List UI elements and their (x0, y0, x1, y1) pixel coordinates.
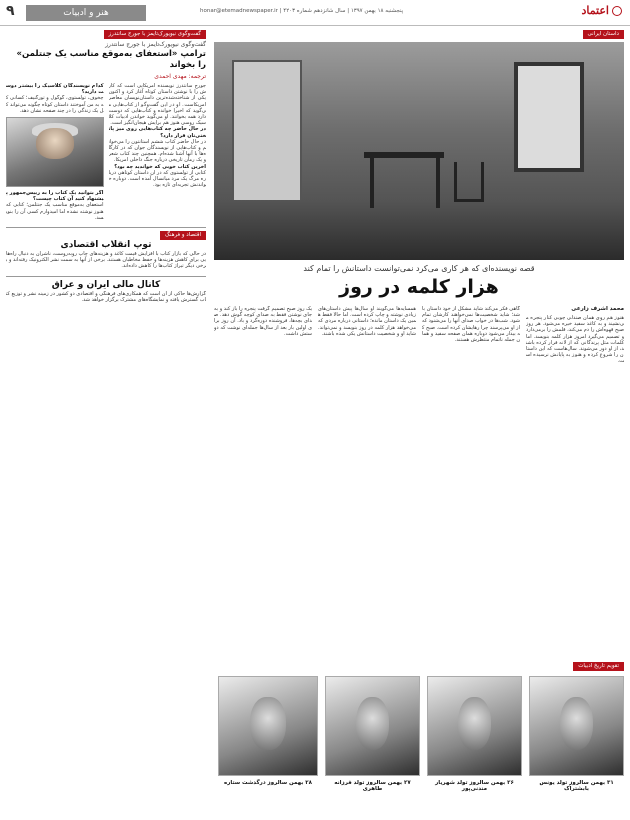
interview-question: آخرین کتاب خوبی که خواندید چه بود؟ (114, 163, 206, 170)
calendar-item (529, 664, 624, 814)
left-column (6, 30, 206, 820)
translator: ترجمه: مهدی احمدی (154, 73, 206, 80)
newspaper-logo: اعتماد (581, 4, 622, 17)
author-portrait (6, 117, 104, 187)
interview-question: اگر بتوانید یک کتاب را به رییس‌جمهور پیشنهاد کنید آن کتاب چیست؟ (6, 190, 104, 203)
interview-answer: استعفای به‌موقع مناسب یک جنتلمن؛ کتابی که هنوز نوشته نشده اما امیدوارم کسی آن را بنویسد. (6, 202, 104, 221)
section-label: هنر و ادبیات (26, 5, 146, 21)
calendar-caption: ۳۱ بهمن سالروز تولد یونس بابشتراک (539, 780, 614, 792)
iran-iraq-body: گزارش‌ها حاکی از آن است که همکاری‌های فرهنگی و اقتصادی دو کشور در زمینه نشر و توزیع کتاب گسترش یافته و نمایشگاه‌های مشترک برگزار خواهد شد. (6, 290, 206, 303)
story-photo (214, 42, 624, 260)
story-col-1: هنوز هم روی همان صندلی چوبی کنار پنجره می‌نشیند و به کاغذ سفید خیره می‌شود. هر روز صبح قهوه‌اش را دم می‌کند، قلمش را برمی‌دارد و تصمیم می‌گیرد امروز هزار کلمه بنویسد. اما کلمات مثل پرندگانی که از لانه فرار کرده باشند، از او دور می‌شوند. سال‌هاست که این داستان را شروع کرده و هنوز به پایانش نرسیده است. (526, 315, 624, 365)
main-story-tag: داستان ایرانی (583, 30, 624, 39)
story-col-4: یک روز صبح تصمیم گرفت پنجره را باز کند و به جای نوشتن فقط به صدای کوچه گوش دهد. صدای بچه‌ها، فروشنده دوره‌گرد و باد. آن روز برای اولین بار بعد از سال‌ها جمله‌ای نوشت که دوستش داشت. (214, 306, 312, 337)
story-deck: قصه نویسنده‌ای که هر کاری می‌کرد نمی‌توانست داستانش را تمام کند (303, 264, 535, 273)
logo-icon (612, 6, 622, 16)
iran-iraq-headline: کانال مالی ایران و عراق (51, 279, 161, 290)
calendar-photo (529, 676, 624, 776)
masthead (0, 0, 630, 26)
calendar-item (427, 664, 522, 814)
interview-answer: کتابی از تولستوی که در آن داستان کوتاهی درباره مرگ یک مرد میانسال آمده است. دوباره خواندنش تجربه‌ای تازه بود. (108, 169, 206, 189)
interview-answer: چخوف، تولستوی، گوگول و تورگنیف؛ کسانی که به من آموختند داستان کوتاه چگونه می‌تواند کل یک زندگی را در چند صفحه نشان دهد. (6, 95, 104, 114)
calendar-caption: ۲۷ بهمن سالروز تولد فرزانه طاهری (334, 780, 411, 792)
page-number: ۹ (6, 3, 15, 19)
issue-meta: honar@etemadnewspaper.ir | پنجشنبه ۱۸ بهمن ۱۳۹۷ | سال شانزدهم شماره ۴۲۰۳ (200, 8, 404, 14)
interview-headline: ترامپ «استعفای به‌موقع مناسب یک جنتلمن» را بخواند (16, 49, 206, 70)
economy-headline: توپ انقلاب اقتصادی (60, 240, 152, 251)
calendar-item (325, 664, 420, 814)
calendar-photo (325, 676, 420, 776)
interview-kicker: گفت‌و‌گوی نیویورک‌تایمز با جورج سانتدرز (105, 41, 206, 48)
story-headline: هزار کلمه در روز (339, 276, 499, 298)
economy-body: در حالی که بازار کتاب با افزایش قیمت کاغذ و هزینه‌های چاپ روبه‌روست، ناشران به دنبال راه‌هایی برای کاهش هزینه‌ها و حفظ مخاطبان هستند. برخی از آنها به سمت نشر الکترونیک رفته‌اند و برخی دیگر تیراژ کتاب‌ها را کاهش داده‌اند. (6, 251, 206, 270)
interview-question: در حال حاضر چه کتاب‌هایی روی میز پاتختی‌تان قرار دارد؟ (108, 126, 206, 139)
calendar-photo (427, 676, 522, 776)
interview-answer: در حال حاضر کتاب ششم استانتون را می‌خوانم و کتاب‌هایی از نویسندگان جوان که در کارگاه‌ها با آنها آشنا شده‌ام. همچنین چند کتاب شعر و یک رمان تاریخی درباره جنگ داخلی امریکا. (108, 138, 206, 164)
calendar-item (218, 664, 318, 814)
calendar-caption: ۲۶ بهمن سالروز تولد شهریار مندنی‌پور (435, 780, 514, 792)
left-tag: گفت‌و‌گوی نیویورک‌تایمز با جورج سانتدرز (104, 30, 206, 39)
calendar-photo (218, 676, 318, 776)
interview-body: جورج سانتدرز نویسنده امریکایی است که کارش را با نوشتن داستان کوتاه آغاز کرد و اکنون یکی از شناخته‌شده‌ترین داستان‌نویسان معاصر امریکاست. او در این گفت‌و‌گو از کتاب‌هایی می‌گوید که اخیرا خوانده و کتاب‌هایی که دوست دارد همه بخوانند. او می‌گوید خواندن ادبیات کلاسیک روسی هنوز هم برایش هیجان‌انگیز است. (108, 83, 206, 127)
calendar-tag: تقویم تاریخ ادبیات (573, 662, 624, 671)
story-col-2: گاهی فکر می‌کند شاید مشکل از خود داستان باشد؛ شاید شخصیت‌ها نمی‌خواهند کارشان تمام شود. شب‌ها در خواب صدای آنها را می‌شنود که از او می‌پرسند چرا رهایشان کرده است. صبح که بیدار می‌شود دوباره همان صفحه سفید و همان جمله ناتمام منتظرش هستند. (422, 306, 520, 344)
calendar-caption: ۲۸ بهمن سالروز درگذشت ستاره (224, 780, 312, 786)
story-byline: محمد اشرف زارعی (571, 306, 624, 312)
interview-question: کدام نویسندگان کلاسیک را بیشتر دوست دارید؟ (6, 83, 104, 96)
story-col-3: همسایه‌ها می‌گویند او سال‌ها پیش داستان‌های زیادی نوشته و چاپ کرده است. اما حالا فقط همین یک داستان مانده؛ داستانی درباره مردی که می‌خواهد هزار کلمه در روز بنویسد و نمی‌تواند. شاید او و شخصیت داستانش یکی شده باشند. (318, 306, 416, 337)
economy-tag: اقتصاد و فرهنگ (160, 231, 206, 240)
